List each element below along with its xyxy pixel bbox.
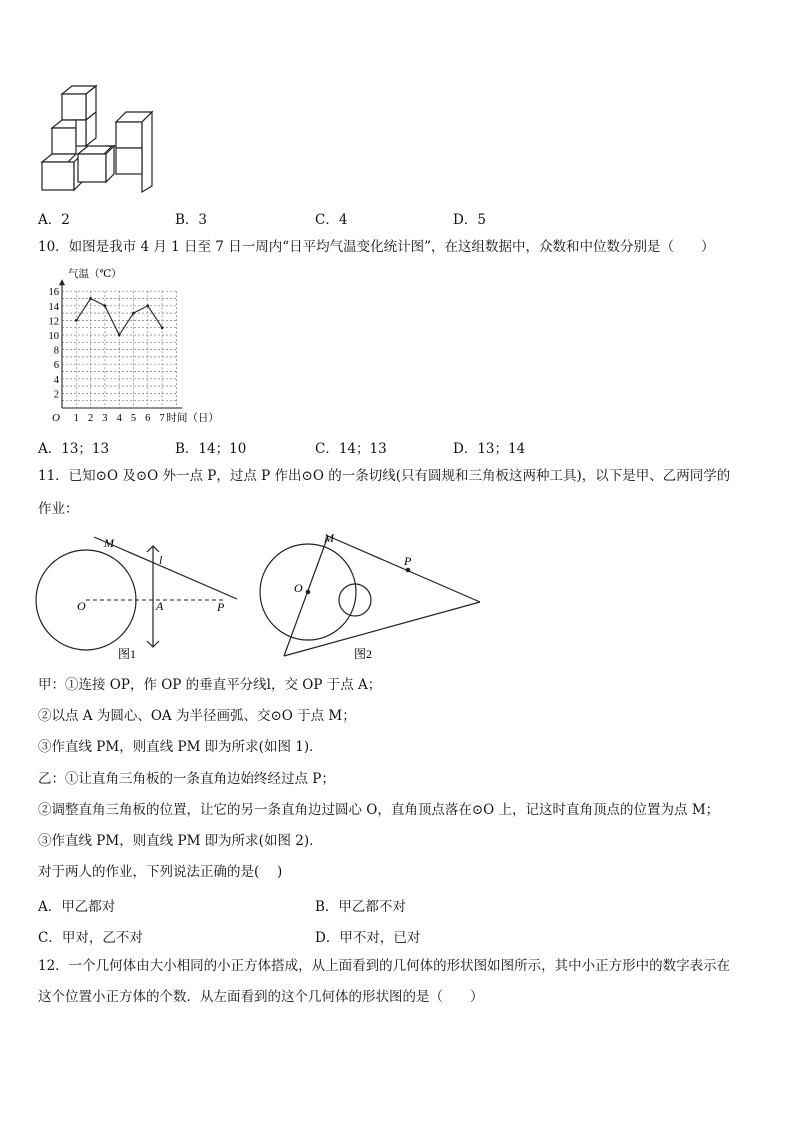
x-tick-label: 3 [102, 413, 108, 422]
data-point [89, 297, 92, 300]
q10-stem: 10．如图是我市 4 月 1 日至 7 日一周内“日平均气温变化统计图”，在这组数据中，众数和中位数分别是（ ） [38, 239, 715, 255]
data-point [75, 319, 78, 322]
x-tick-label: 6 [145, 413, 151, 422]
data-point [132, 312, 135, 315]
q11-stem-line2: 作业： [38, 501, 79, 517]
y-tick-label: 8 [53, 345, 59, 357]
fig1-label-m: M [104, 536, 114, 550]
q12-stem-line1: 12．一个几何体由大小相同的小正方体搭成，从上面看到的几何体的形状图如图所示，其中小正方形中的数字表示在 [38, 958, 731, 974]
x-tick-label: 4 [116, 413, 122, 422]
q11-question: 对于两人的作业，下列说法正确的是( ) [38, 864, 283, 880]
x-axis-label: 时间（日） [166, 413, 219, 422]
y-tick-label: 12 [48, 316, 59, 328]
q10-option-d: D．13；14 [453, 441, 526, 457]
y-tick-label: 4 [53, 374, 59, 386]
fig1-caption: 图1 [118, 647, 137, 661]
fig2-label-o: O [294, 581, 303, 595]
temperature-line-chart [44, 266, 234, 422]
data-point [161, 326, 164, 329]
q10-option-c: C．14；13 [315, 441, 387, 457]
q9-option-a: A．2 [38, 212, 70, 228]
y-tick-label: 10 [48, 331, 59, 342]
data-point [104, 304, 107, 307]
q10-option-b: B．14；10 [175, 441, 247, 457]
x-tick-label: 1 [73, 413, 79, 422]
fig1-label-p: P [217, 600, 225, 614]
q11-jia-step2: ②以点 A 为圆心、OA 为半径画弧、交⊙O 于点 M； [38, 708, 356, 724]
q9-option-c: C．4 [315, 212, 348, 228]
q11-yi-step1: 乙：①让直角三角板的一条直角边始终经过点 P； [38, 771, 335, 787]
q11-option-c: C．甲对，乙不对 [38, 930, 143, 946]
fig1-label-a: A [156, 599, 164, 613]
y-axis-label: 气温（℃） [68, 269, 122, 280]
figure-2 [256, 530, 486, 664]
data-point [146, 304, 149, 307]
fig1-label-o: O [77, 599, 86, 613]
q11-yi-step2: ②调整直角三角板的位置，让它的另一条直角边过圆心 O，直角顶点落在⊙O 上，记这时直角顶点的位置为点 M； [38, 802, 720, 818]
x-tick-label: 5 [130, 413, 137, 422]
q11-option-b: B．甲乙都不对 [315, 899, 406, 915]
origin-label: O [52, 412, 60, 422]
x-tick-label: 7 [159, 413, 165, 422]
q11-option-d: D．甲不对，已对 [315, 930, 421, 946]
q11-yi-step3: ③作直线 PM，则直线 PM 即为所求(如图 2)． [38, 833, 323, 849]
y-tick-label: 2 [53, 389, 59, 401]
x-tick-label: 2 [87, 413, 94, 422]
q10-option-a: A．13；13 [38, 441, 110, 457]
q11-jia-step1: 甲：①连接 OP，作 OP 的垂直平分线l，交 OP 于点 A； [38, 677, 382, 693]
y-tick-label: 14 [48, 301, 59, 313]
q11-option-a: A．甲乙都对 [38, 899, 116, 915]
y-tick-label: 16 [48, 287, 59, 299]
figure-1 [34, 534, 244, 664]
fig2-label-m: M [324, 531, 334, 545]
fig1-label-l: l [159, 553, 163, 567]
fig2-caption: 图2 [354, 647, 373, 661]
q11-jia-step3: ③作直线 PM，则直线 PM 即为所求(如图 1)． [38, 739, 323, 755]
q9-option-b: B．3 [175, 212, 208, 228]
fig2-label-p: P [404, 554, 412, 568]
q9-option-d: D．5 [453, 212, 486, 228]
y-tick-label: 6 [53, 360, 59, 372]
data-point [118, 334, 121, 337]
q12-stem-line2: 这个位置小正方体的个数．从左面看到的这个几何体的形状图的是（ ） [38, 989, 484, 1005]
cube-figure [40, 82, 160, 194]
q11-stem-line1: 11．已知⊙O 及⊙O 外一点 P，过点 P 作出⊙O 的一条切线(只有圆规和三角板这两种工具)，以下是甲、乙两同学的 [38, 468, 731, 484]
y-axis-arrow [59, 279, 65, 285]
